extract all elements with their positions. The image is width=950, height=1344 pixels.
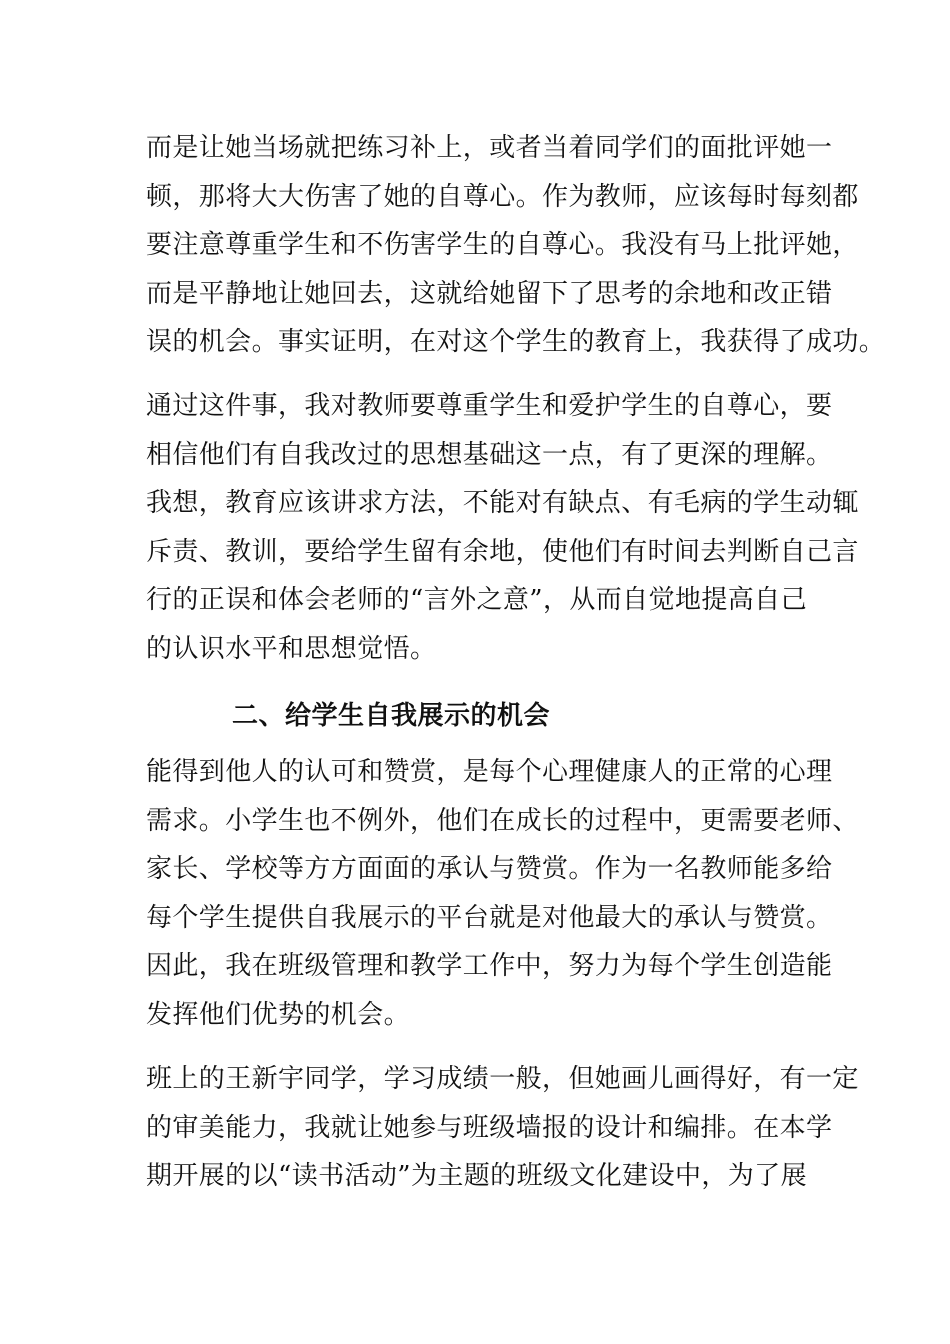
paragraph-line: 相信他们有自我改过的思想基础这一点，有了更深的理解。 (146, 439, 833, 470)
paragraph-line: 斥责、教训，要给学生留有余地，使他们有时间去判断自己言 (146, 536, 859, 567)
paragraph-line: 每个学生提供自我展示的平台就是对他最大的承认与赞赏。 (146, 902, 833, 933)
paragraph-line: 而是平静地让她回去，这就给她留下了思考的余地和改正错 (146, 278, 833, 309)
section-heading: 二、给学生自我展示的机会 (232, 701, 551, 731)
paragraph-line: 家长、学校等方方面面的承认与赞赏。作为一名教师能多给 (146, 854, 833, 884)
paragraph-line: 发挥他们优势的机会。 (146, 999, 411, 1030)
paragraph-line: 班上的王新宇同学，学习成绩一般，但她画儿画得好，有一定 (146, 1064, 859, 1094)
paragraph-line: 的认识水平和思想觉悟。 (146, 633, 437, 664)
paragraph-line: 需求。小学生也不例外，他们在成长的过程中，更需要老师、 (146, 805, 859, 836)
paragraph-line: 能得到他人的认可和赞赏，是每个心理健康人的正常的心理 (146, 757, 833, 787)
paragraph-line: 要注意尊重学生和不伤害学生的自尊心。我没有马上批评她， (146, 230, 859, 260)
paragraph-line: 而是让她当场就把练习补上，或者当着同学们的面批评她一 (146, 133, 833, 163)
paragraph-line: 误的机会。事实证明，在对这个学生的教育上，我获得了成功。 (146, 327, 886, 357)
paragraph-line: 我想，教育应该讲求方法，不能对有缺点、有毛病的学生动辄 (146, 488, 859, 518)
paragraph-4 (146, 1055, 859, 1201)
paragraph-line: 通过这件事，我对教师要尊重学生和爱护学生的自尊心，要 (146, 391, 833, 421)
paragraph-line: 顿，那将大大伤害了她的自尊心。作为教师，应该每时每刻都 (146, 181, 859, 212)
paragraph-line: 期开展的以“读书活动”为主题的班级文化建设中，为了展 (146, 1161, 807, 1191)
paragraph-line: 因此，我在班级管理和教学工作中，努力为每个学生创造能 (146, 951, 833, 981)
paragraph-line: 行的正误和体会老师的“言外之意”，从而自觉地提高自己 (146, 585, 807, 615)
paragraph-3 (146, 748, 859, 1039)
paragraph-2 (146, 382, 859, 673)
paragraph-1 (146, 124, 886, 367)
paragraph-line: 的审美能力，我就让她参与班级墙报的设计和编排。在本学 (146, 1112, 833, 1143)
